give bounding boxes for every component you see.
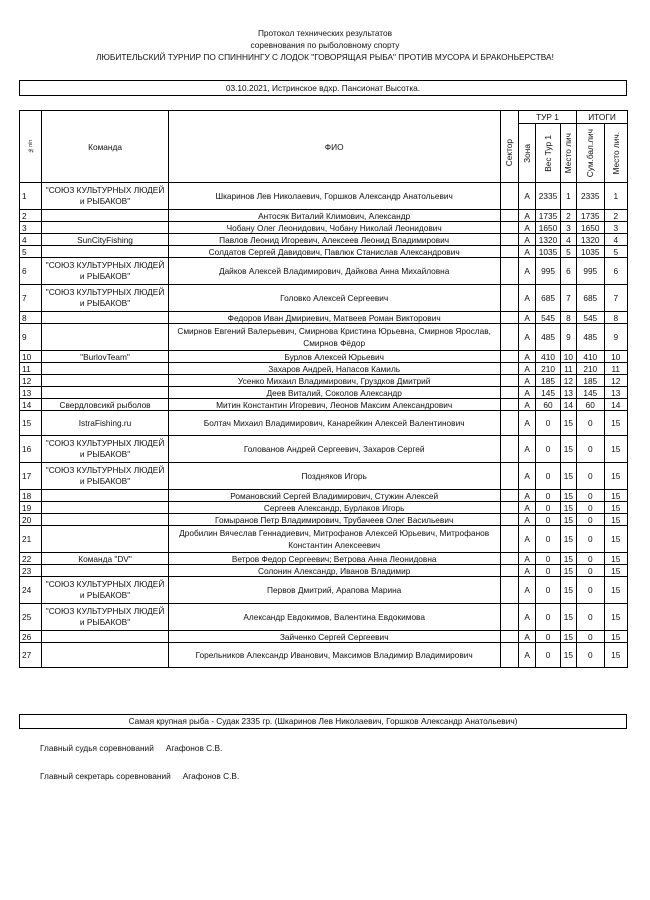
- row-sum: 1650: [577, 222, 604, 234]
- row-weight: 210: [536, 363, 560, 375]
- row-sum: 0: [577, 502, 604, 514]
- row-zone: А: [518, 183, 535, 210]
- row-sector: [500, 246, 518, 258]
- row-fio: Бурлов Алексей Юрьевич: [168, 351, 500, 363]
- row-fio: Горельников Александр Иванович, Максимов Владимир Владимирович: [168, 643, 500, 668]
- row-final-place: 15: [604, 565, 628, 577]
- row-sector: [500, 463, 518, 490]
- row-fio: Зайченко Сергей Сергеевич: [168, 631, 500, 643]
- row-team: Свердловсикй рыболов: [42, 399, 168, 411]
- row-sum: 185: [577, 375, 604, 387]
- row-place: 15: [560, 604, 576, 631]
- table-row: [20, 553, 628, 565]
- row-zone: А: [518, 502, 535, 514]
- row-zone: А: [518, 375, 535, 387]
- row-sector: [500, 436, 518, 463]
- row-fio: Романовский Сергей Владимирович, Стужин Алексей: [168, 490, 500, 502]
- table-row: [20, 183, 628, 210]
- row-final-place: 14: [604, 399, 628, 411]
- row-place: 2: [560, 210, 576, 222]
- results-table: [19, 110, 628, 668]
- row-number: 26: [20, 631, 42, 643]
- row-place: 15: [560, 411, 576, 436]
- row-team: "СОЮЗ КУЛЬТУРНЫХ ЛЮДЕЙ и РЫБАКОВ": [42, 604, 168, 631]
- row-sector: [500, 210, 518, 222]
- row-number: 16: [20, 436, 42, 463]
- row-sector: [500, 411, 518, 436]
- row-final-place: 15: [604, 411, 628, 436]
- row-sum: 1320: [577, 234, 604, 246]
- row-final-place: 5: [604, 246, 628, 258]
- row-weight: 685: [536, 285, 560, 312]
- chief-secretary-name: Агафонов С.В.: [182, 771, 240, 781]
- row-fio: Смирнов Евгений Валерьевич, Смирнова Кристина Юрьевна, Смирнов Ярослав, Смирнов Фёдор: [168, 324, 500, 351]
- row-sector: [500, 234, 518, 246]
- row-number: 11: [20, 363, 42, 375]
- row-weight: 0: [536, 502, 560, 514]
- row-number: 3: [20, 222, 42, 234]
- row-sector: [500, 258, 518, 285]
- row-weight: 2335: [536, 183, 560, 210]
- row-weight: 0: [536, 411, 560, 436]
- row-fio: Солдатов Сергей Давидович, Павлюк Станислав Александрович: [168, 246, 500, 258]
- row-zone: А: [518, 246, 535, 258]
- row-number: 2: [20, 210, 42, 222]
- row-weight: 60: [536, 399, 560, 411]
- row-weight: 995: [536, 258, 560, 285]
- row-weight: 145: [536, 387, 560, 399]
- table-row: [20, 285, 628, 312]
- row-place: 9: [560, 324, 576, 351]
- row-zone: А: [518, 514, 535, 526]
- row-sum: 0: [577, 514, 604, 526]
- table-row: [20, 387, 628, 399]
- row-team: [42, 490, 168, 502]
- table-row: [20, 210, 628, 222]
- row-number: 7: [20, 285, 42, 312]
- row-zone: А: [518, 436, 535, 463]
- row-weight: 0: [536, 577, 560, 604]
- row-sum: 0: [577, 411, 604, 436]
- row-fio: Александр Евдокимов, Валентина Евдокимова: [168, 604, 500, 631]
- row-zone: А: [518, 490, 535, 502]
- table-row: [20, 436, 628, 463]
- col-fio-header: ФИО: [168, 111, 500, 183]
- row-number: 1: [20, 183, 42, 210]
- row-final-place: 15: [604, 604, 628, 631]
- row-team: [42, 643, 168, 668]
- row-place: 15: [560, 514, 576, 526]
- table-row: [20, 324, 628, 351]
- row-number: 6: [20, 258, 42, 285]
- row-sum: 0: [577, 631, 604, 643]
- row-sector: [500, 387, 518, 399]
- table-row: [20, 490, 628, 502]
- row-fio: Павлов Леонид Игоревич, Алексеев Леонид Владимирович: [168, 234, 500, 246]
- row-number: 23: [20, 565, 42, 577]
- table-row: [20, 631, 628, 643]
- row-final-place: 1: [604, 183, 628, 210]
- row-fio: Антосяк Виталий Климович, Александр: [168, 210, 500, 222]
- col-team-header: Команда: [42, 111, 168, 183]
- row-final-place: 15: [604, 436, 628, 463]
- row-place: 5: [560, 246, 576, 258]
- row-fio: Сергеев Александр, Бурлаков Игорь: [168, 502, 500, 514]
- row-weight: 1035: [536, 246, 560, 258]
- row-weight: 0: [536, 436, 560, 463]
- row-number: 8: [20, 312, 42, 324]
- table-row: [20, 222, 628, 234]
- row-place: 10: [560, 351, 576, 363]
- col-sector-header: Сектор: [500, 124, 518, 183]
- row-team: [42, 324, 168, 351]
- row-final-place: 15: [604, 526, 628, 553]
- row-zone: А: [518, 324, 535, 351]
- row-number: 10: [20, 351, 42, 363]
- row-team: "СОЮЗ КУЛЬТУРНЫХ ЛЮДЕЙ и РЫБАКОВ": [42, 258, 168, 285]
- table-row: [20, 312, 628, 324]
- row-number: 15: [20, 411, 42, 436]
- row-final-place: 15: [604, 463, 628, 490]
- row-place: 15: [560, 577, 576, 604]
- row-team: [42, 565, 168, 577]
- table-row: [20, 526, 628, 553]
- row-fio: Первов Дмитрий, Арапова Марина: [168, 577, 500, 604]
- col-sum-header: Сум.бал.лич: [577, 124, 604, 183]
- row-fio: Деев Виталий, Соколов Александр: [168, 387, 500, 399]
- row-team: "СОЮЗ КУЛЬТУРНЫХ ЛЮДЕЙ и РЫБАКОВ": [42, 463, 168, 490]
- row-team: [42, 246, 168, 258]
- row-sum: 485: [577, 324, 604, 351]
- row-sum: 1035: [577, 246, 604, 258]
- row-fio: Головко Алексей Сергеевич: [168, 285, 500, 312]
- row-zone: А: [518, 411, 535, 436]
- row-place: 15: [560, 643, 576, 668]
- row-fio: Чобану Олег Леонидович, Чобану Николай Леонидович: [168, 222, 500, 234]
- row-place: 13: [560, 387, 576, 399]
- row-zone: А: [518, 222, 535, 234]
- row-sector: [500, 604, 518, 631]
- row-fio: Митин Константин Игоревич, Леонов Максим Александрович: [168, 399, 500, 411]
- row-fio: Голованов Андрей Сергеевич, Захаров Сергей: [168, 436, 500, 463]
- row-final-place: 4: [604, 234, 628, 246]
- row-team: [42, 526, 168, 553]
- row-number: 24: [20, 577, 42, 604]
- row-weight: 545: [536, 312, 560, 324]
- row-fio: Усенко Михаил Владимирович, Груздков Дмитрий: [168, 375, 500, 387]
- row-team: IstraFishing.ru: [42, 411, 168, 436]
- row-weight: 1735: [536, 210, 560, 222]
- col-zone-header: Зона: [518, 124, 535, 183]
- row-sector: [500, 375, 518, 387]
- row-weight: 0: [536, 643, 560, 668]
- row-zone: А: [518, 604, 535, 631]
- row-zone: А: [518, 631, 535, 643]
- row-weight: 485: [536, 324, 560, 351]
- row-weight: 1320: [536, 234, 560, 246]
- row-sum: 0: [577, 436, 604, 463]
- row-sum: 0: [577, 463, 604, 490]
- row-team: Команда "DV": [42, 553, 168, 565]
- table-row: [20, 643, 628, 668]
- row-team: [42, 387, 168, 399]
- row-team: [42, 222, 168, 234]
- row-fio: Захаров Андрей, Напасов Камиль: [168, 363, 500, 375]
- row-sector: [500, 312, 518, 324]
- table-row: [20, 411, 628, 436]
- row-place: 14: [560, 399, 576, 411]
- row-number: 22: [20, 553, 42, 565]
- row-zone: А: [518, 553, 535, 565]
- row-final-place: 15: [604, 643, 628, 668]
- row-sector: [500, 222, 518, 234]
- row-sum: 0: [577, 526, 604, 553]
- row-sector: [500, 577, 518, 604]
- table-row: [20, 258, 628, 285]
- row-place: 15: [560, 631, 576, 643]
- row-zone: А: [518, 258, 535, 285]
- row-sector: [500, 285, 518, 312]
- table-row: [20, 399, 628, 411]
- row-final-place: 2: [604, 210, 628, 222]
- row-place: 15: [560, 490, 576, 502]
- row-final-place: 15: [604, 490, 628, 502]
- biggest-fish-box: Самая крупная рыба - Судак 2335 гр. (Шкаринов Лев Николаевич, Горшков Александр Анатольевич): [19, 714, 627, 729]
- chief-secretary-label: Главный секретарь соревнований: [40, 771, 171, 781]
- row-team: [42, 514, 168, 526]
- table-row: [20, 351, 628, 363]
- row-zone: А: [518, 577, 535, 604]
- col-place-header: Место лич: [560, 124, 576, 183]
- row-team: "СОЮЗ КУЛЬТУРНЫХ ЛЮДЕЙ и РЫБАКОВ": [42, 183, 168, 210]
- row-zone: А: [518, 285, 535, 312]
- row-zone: А: [518, 234, 535, 246]
- row-team: [42, 312, 168, 324]
- row-sum: 995: [577, 258, 604, 285]
- row-place: 15: [560, 502, 576, 514]
- row-number: 17: [20, 463, 42, 490]
- row-place: 11: [560, 363, 576, 375]
- row-weight: 185: [536, 375, 560, 387]
- row-number: 9: [20, 324, 42, 351]
- row-number: 13: [20, 387, 42, 399]
- row-team: [42, 375, 168, 387]
- row-place: 7: [560, 285, 576, 312]
- header-line-3: ЛЮБИТЕЛЬСКИЙ ТУРНИР ПО СПИННИНГУ С ЛОДОК "ГОВОРЯЩАЯ РЫБА" ПРОТИВ МУСОРА И БРАКОНЬЕРСТВА!: [96, 52, 554, 62]
- row-sector: [500, 631, 518, 643]
- col-final-place-header: Место лич.: [604, 124, 628, 183]
- row-team: "СОЮЗ КУЛЬТУРНЫХ ЛЮДЕЙ и РЫБАКОВ": [42, 577, 168, 604]
- row-weight: 0: [536, 490, 560, 502]
- row-fio: Гомыранов Петр Владимирович, Трубачеев Олег Васильевич: [168, 514, 500, 526]
- row-zone: А: [518, 312, 535, 324]
- row-place: 8: [560, 312, 576, 324]
- row-weight: 410: [536, 351, 560, 363]
- row-final-place: 15: [604, 514, 628, 526]
- row-final-place: 15: [604, 502, 628, 514]
- row-sector: [500, 514, 518, 526]
- row-team: "СОЮЗ КУЛЬТУРНЫХ ЛЮДЕЙ и РЫБАКОВ": [42, 285, 168, 312]
- row-sector: [500, 351, 518, 363]
- row-place: 15: [560, 565, 576, 577]
- row-place: 15: [560, 436, 576, 463]
- row-final-place: 8: [604, 312, 628, 324]
- row-sum: 0: [577, 604, 604, 631]
- row-sum: 0: [577, 553, 604, 565]
- row-sum: 0: [577, 565, 604, 577]
- table-row: [20, 604, 628, 631]
- row-team: "СОЮЗ КУЛЬТУРНЫХ ЛЮДЕЙ и РЫБАКОВ": [42, 436, 168, 463]
- row-team: [42, 210, 168, 222]
- row-place: 15: [560, 553, 576, 565]
- row-zone: А: [518, 526, 535, 553]
- row-final-place: 11: [604, 363, 628, 375]
- row-sector: [500, 363, 518, 375]
- row-number: 19: [20, 502, 42, 514]
- row-weight: 0: [536, 565, 560, 577]
- row-fio: Шкаринов Лев Николаевич, Горшков Александр Анатольевич: [168, 183, 500, 210]
- row-team: [42, 502, 168, 514]
- row-team: "BurlovTeam": [42, 351, 168, 363]
- row-final-place: 15: [604, 631, 628, 643]
- row-place: 15: [560, 526, 576, 553]
- row-fio: Поздняков Игорь: [168, 463, 500, 490]
- row-final-place: 3: [604, 222, 628, 234]
- row-sector: [500, 553, 518, 565]
- row-sum: 0: [577, 577, 604, 604]
- row-fio: Дробилин Вячеслав Геннадиевич, Митрофанов Алексей Юрьевич, Митрофанов Константин Алексеевич: [168, 526, 500, 553]
- row-place: 15: [560, 463, 576, 490]
- row-zone: А: [518, 351, 535, 363]
- row-number: 18: [20, 490, 42, 502]
- row-zone: А: [518, 363, 535, 375]
- row-final-place: 12: [604, 375, 628, 387]
- table-row: [20, 514, 628, 526]
- row-final-place: 15: [604, 553, 628, 565]
- chief-judge-line: [40, 743, 222, 753]
- row-zone: А: [518, 463, 535, 490]
- row-number: 20: [20, 514, 42, 526]
- row-fio: Солонин Александр, Иванов Владимир: [168, 565, 500, 577]
- row-zone: А: [518, 643, 535, 668]
- row-number: 14: [20, 399, 42, 411]
- row-weight: 0: [536, 514, 560, 526]
- row-final-place: 13: [604, 387, 628, 399]
- row-sector: [500, 183, 518, 210]
- tour-1-header: ТУР 1: [518, 111, 576, 124]
- totals-header: ИТОГИ: [577, 111, 628, 124]
- row-final-place: 6: [604, 258, 628, 285]
- table-row: [20, 565, 628, 577]
- row-weight: 0: [536, 463, 560, 490]
- row-final-place: 15: [604, 577, 628, 604]
- row-sum: 0: [577, 490, 604, 502]
- row-team: SunCityFishing: [42, 234, 168, 246]
- table-row: [20, 463, 628, 490]
- row-number: 12: [20, 375, 42, 387]
- row-fio: Болтач Михаил Владимирович, Канарейкин Алексей Валентинович: [168, 411, 500, 436]
- row-weight: 0: [536, 553, 560, 565]
- date-place-box: 03.10.2021, Истринское вдхр. Пансионат Высотка.: [19, 80, 627, 96]
- row-sector: [500, 643, 518, 668]
- row-number: 5: [20, 246, 42, 258]
- row-zone: А: [518, 399, 535, 411]
- row-number: 27: [20, 643, 42, 668]
- row-sector: [500, 502, 518, 514]
- row-team: [42, 631, 168, 643]
- row-zone: А: [518, 565, 535, 577]
- row-sum: 2335: [577, 183, 604, 210]
- row-number: 21: [20, 526, 42, 553]
- header-line-2: соревнования по рыболовному спорту: [250, 40, 400, 50]
- row-zone: А: [518, 387, 535, 399]
- row-sum: 0: [577, 643, 604, 668]
- row-sum: 545: [577, 312, 604, 324]
- row-fio: Ветров Федор Сергеевич; Ветрова Анна Леонидовна: [168, 553, 500, 565]
- row-fio: Федоров Иван Дмириевич, Матвеев Роман Викторович: [168, 312, 500, 324]
- col-weight-header: Вес Тур 1: [536, 124, 560, 183]
- row-place: 1: [560, 183, 576, 210]
- table-row: [20, 234, 628, 246]
- row-place: 6: [560, 258, 576, 285]
- row-weight: 0: [536, 604, 560, 631]
- document-header: [0, 27, 650, 63]
- row-fio: Дайков Алексей Владимирович, Дайкова Анна Михайловна: [168, 258, 500, 285]
- row-sector: [500, 526, 518, 553]
- table-row: [20, 375, 628, 387]
- row-zone: А: [518, 210, 535, 222]
- row-weight: 0: [536, 526, 560, 553]
- table-row: [20, 502, 628, 514]
- row-sum: 145: [577, 387, 604, 399]
- table-row: [20, 577, 628, 604]
- row-number: 4: [20, 234, 42, 246]
- row-sum: 685: [577, 285, 604, 312]
- chief-judge-name: Агафонов С.В.: [165, 743, 223, 753]
- row-sector: [500, 565, 518, 577]
- table-row: [20, 246, 628, 258]
- chief-judge-label: Главный судья соревнований: [40, 743, 154, 753]
- row-final-place: 9: [604, 324, 628, 351]
- row-weight: 1650: [536, 222, 560, 234]
- row-place: 3: [560, 222, 576, 234]
- row-place: 4: [560, 234, 576, 246]
- row-sum: 1735: [577, 210, 604, 222]
- row-number: 25: [20, 604, 42, 631]
- col-num-header: №п/п: [20, 111, 42, 183]
- row-team: [42, 363, 168, 375]
- row-sector: [500, 399, 518, 411]
- row-final-place: 10: [604, 351, 628, 363]
- row-place: 12: [560, 375, 576, 387]
- row-sum: 410: [577, 351, 604, 363]
- row-sum: 60: [577, 399, 604, 411]
- row-sector: [500, 324, 518, 351]
- chief-secretary-line: [40, 771, 239, 781]
- row-sector: [500, 490, 518, 502]
- table-row: [20, 363, 628, 375]
- row-sum: 210: [577, 363, 604, 375]
- row-weight: 0: [536, 631, 560, 643]
- header-line-1: Протокол технических результатов: [257, 28, 393, 38]
- row-final-place: 7: [604, 285, 628, 312]
